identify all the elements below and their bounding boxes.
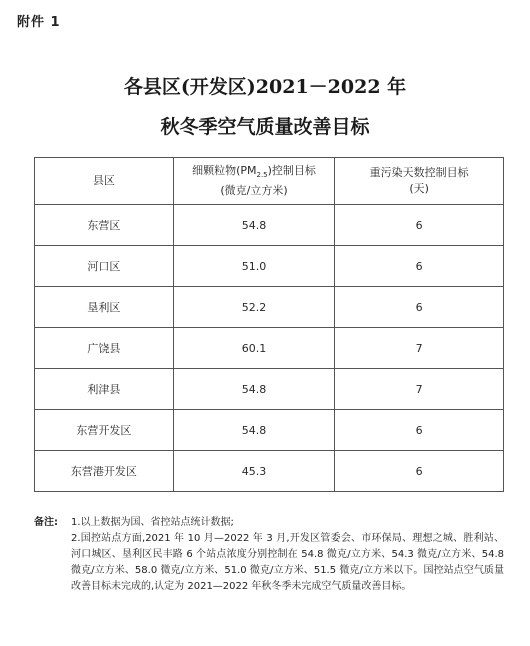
- cell-days: 7: [335, 328, 504, 369]
- header-county: 县区: [35, 158, 174, 205]
- document-title-line2: 秋冬季空气质量改善目标: [160, 116, 370, 138]
- cell-county: 垦利区: [35, 287, 174, 328]
- notes-label: 备注:: [34, 517, 58, 528]
- note-text-2: 2.国控站点方面,2021 年 10 月—2022 年 3 月,开发区管委会、市环保局、理想之城、胜利站、河口城区、垦利区民丰路 6 个站点浓度分别控制在 54.8 微克/立方米、54.3 微克/立方米、54.8 微克/立方米、58.0 微克/立方米、51.0 微克/立方米、51.5 微克/立方米以下。国控站点空气质量改善目标未完成的,认定为 2021—2022 年秋冬季未完成空气质量改善目标。: [71, 533, 504, 592]
- cell-days: 6: [335, 287, 504, 328]
- cell-pm25: 51.0: [173, 246, 335, 287]
- header-days-line1: 重污染天数控制目标: [369, 166, 469, 179]
- table-row: [35, 205, 504, 246]
- cell-county: 利津县: [35, 369, 174, 410]
- cell-pm25: 52.2: [173, 287, 335, 328]
- cell-county: 河口区: [35, 246, 174, 287]
- header-pm25-subscript: 2.5: [256, 171, 268, 180]
- cell-pm25: 54.8: [173, 205, 335, 246]
- cell-county: 东营区: [35, 205, 174, 246]
- note-text-1: 1.以上数据为国、省控站点统计数据;: [71, 517, 234, 528]
- table-row: [35, 451, 504, 492]
- cell-county: 广饶县: [35, 328, 174, 369]
- header-pm25-prefix: 细颗粒物(PM: [192, 163, 257, 177]
- table-row: [35, 369, 504, 410]
- cell-pm25: 45.3: [173, 451, 335, 492]
- table-row: [35, 287, 504, 328]
- cell-county: 东营开发区: [35, 410, 174, 451]
- table-row: [35, 328, 504, 369]
- header-days-line2: (天): [409, 182, 429, 195]
- cell-days: 6: [335, 246, 504, 287]
- cell-days: 6: [335, 205, 504, 246]
- header-pm25-suffix: )控制目标: [267, 163, 316, 177]
- cell-days: 6: [335, 451, 504, 492]
- notes-section: [34, 515, 504, 595]
- cell-days: 6: [335, 410, 504, 451]
- header-pm25-target: [173, 158, 335, 205]
- cell-pm25: 54.8: [173, 369, 335, 410]
- cell-pm25: 60.1: [173, 328, 335, 369]
- cell-county: 东营港开发区: [35, 451, 174, 492]
- table-row: [35, 246, 504, 287]
- table-row: [35, 410, 504, 451]
- table-header-row: [35, 158, 504, 205]
- cell-pm25: 54.8: [173, 410, 335, 451]
- cell-days: 7: [335, 369, 504, 410]
- air-quality-target-table: [34, 157, 504, 492]
- header-pollution-days-target: [335, 158, 504, 205]
- header-pm25-unit: (微克/立方米): [220, 184, 288, 198]
- attachment-label: 附件 1: [17, 15, 61, 30]
- document-title-line1: 各县区(开发区)2021－2022 年: [123, 76, 407, 98]
- note-item-1: [34, 515, 504, 531]
